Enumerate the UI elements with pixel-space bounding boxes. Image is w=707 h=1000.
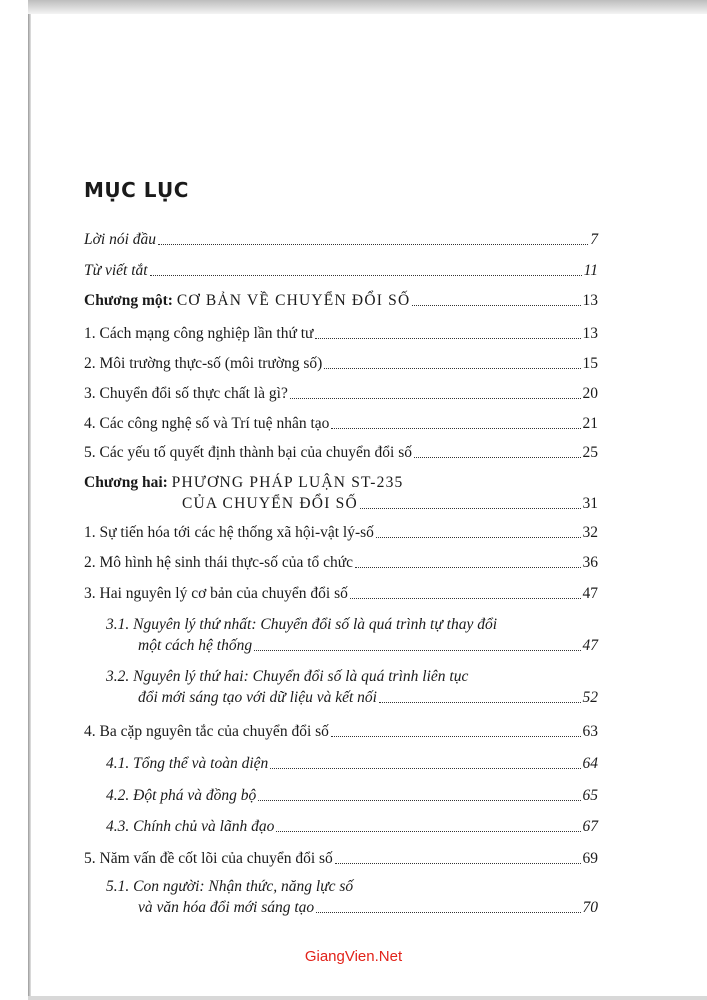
toc-entry-2-5-1[interactable] [106, 878, 598, 917]
toc-page-number: 11 [583, 262, 598, 279]
toc-entry-chapter-1[interactable] [84, 292, 598, 310]
toc-page-number: 31 [582, 495, 598, 512]
toc-page-number: 67 [582, 818, 598, 835]
dot-leader [414, 457, 580, 458]
toc-entry-text: Lời nói đầu [84, 231, 157, 248]
toc-page-number: 65 [582, 787, 598, 804]
dot-leader [316, 912, 580, 913]
dot-leader [350, 598, 581, 599]
dot-leader [360, 508, 581, 509]
toc-entry-1-5[interactable] [84, 444, 598, 462]
chapter-title: PHƯƠNG PHÁP LUẬN ST-235 [171, 474, 404, 491]
dot-leader [290, 398, 581, 399]
toc-entry-text: 3.2. Nguyên lý thứ hai: Chuyển đổi số là quá trình liên tục [106, 668, 469, 685]
toc-entry-text: 4.3. Chính chủ và lãnh đạo [106, 818, 275, 835]
toc-page-number: 36 [582, 554, 598, 571]
dot-leader [412, 305, 580, 306]
toc-entry-2-1[interactable] [84, 524, 598, 542]
toc-entry-1-4[interactable] [84, 415, 598, 433]
toc-entry-text: 1. Sự tiến hóa tới các hệ thống xã hội-vật lý-số [84, 524, 374, 541]
dot-leader [158, 244, 588, 245]
toc-page-number: 69 [582, 850, 598, 867]
toc-page-number: 15 [582, 355, 598, 372]
toc-page-number: 13 [582, 292, 598, 309]
chapter-title: CƠ BẢN VỀ CHUYỂN ĐỔI SỐ [176, 292, 411, 309]
dot-leader [315, 338, 580, 339]
watermark-footer: GiangVien.Net [304, 948, 403, 965]
toc-page-number: 63 [582, 723, 598, 740]
toc-entry-2-5[interactable] [84, 850, 598, 868]
toc-entry-chapter-2[interactable] [84, 474, 598, 513]
toc-entry-text-continued: và văn hóa đổi mới sáng tạo [138, 899, 315, 916]
toc-entry-text-continued: một cách hệ thống [138, 637, 253, 654]
toc-entry-text: 5. Năm vấn đề cốt lõi của chuyển đổi số [84, 850, 333, 867]
chapter-title-continued: CỦA CHUYỂN ĐỔI SỐ [182, 495, 358, 512]
toc-entry-1-3[interactable] [84, 385, 598, 403]
toc-entry-text: 5.1. Con người: Nhận thức, năng lực số [106, 878, 354, 895]
toc-entry-text: 4. Các công nghệ số và Trí tuệ nhân tạo [84, 415, 330, 432]
dot-leader [379, 702, 581, 703]
toc-page-number: 47 [582, 585, 598, 602]
dot-leader [258, 800, 580, 801]
toc-entry-2-4[interactable] [84, 723, 598, 741]
toc-entry-text: 2. Mô hình hệ sinh thái thực-số của tổ chức [84, 554, 354, 571]
dot-leader [276, 831, 580, 832]
toc-entry-text: Từ viết tắt [84, 262, 148, 279]
toc-entry-2-3-1[interactable] [106, 616, 598, 655]
dot-leader [270, 768, 580, 769]
toc-page-number: 64 [582, 755, 598, 772]
toc-page-number: 52 [582, 689, 598, 706]
toc-entry-2-3[interactable] [84, 585, 598, 603]
toc-entry-text: 1. Cách mạng công nghiệp lần thứ tư [84, 325, 314, 342]
toc-entry-text: 3. Chuyển đổi số thực chất là gì? [84, 385, 288, 402]
toc-entry-2-3-2[interactable] [106, 668, 598, 707]
dot-leader [324, 368, 580, 369]
toc-entry-text: 3.1. Nguyên lý thứ nhất: Chuyển đổi số là quá trình tự thay đổi [106, 616, 498, 633]
toc-page-number: 47 [582, 637, 598, 654]
toc-entry-2-4-3[interactable] [106, 818, 598, 836]
toc-page-number: 20 [582, 385, 598, 402]
toc-page-number: 21 [582, 415, 598, 432]
toc-entry-text: 2. Môi trường thực-số (môi trường số) [84, 355, 323, 372]
page-binding-edge [28, 0, 31, 1000]
toc-entry-text: 4. Ba cặp nguyên tắc của chuyển đổi số [84, 723, 329, 740]
toc-entry-abbreviations[interactable] [84, 262, 598, 280]
page-top-edge [28, 0, 707, 14]
dot-leader [254, 650, 580, 651]
page-bottom-edge [28, 996, 707, 1000]
toc-entry-2-4-2[interactable] [106, 787, 598, 805]
toc-page-number: 70 [582, 899, 598, 916]
toc-entry-preface[interactable] [84, 231, 598, 249]
dot-leader [331, 428, 580, 429]
toc-page-number: 13 [582, 325, 598, 342]
dot-leader [331, 736, 581, 737]
dot-leader [376, 537, 581, 538]
toc-title: MỤC LỤC [84, 178, 189, 202]
toc-page-number: 25 [582, 444, 598, 461]
toc-entry-text: 3. Hai nguyên lý cơ bản của chuyển đổi số [84, 585, 348, 602]
toc-entry-1-1[interactable] [84, 325, 598, 343]
toc-entry-text: 5. Các yếu tố quyết định thành bại của chuyển đổi số [84, 444, 413, 461]
toc-entry-text-continued: đổi mới sáng tạo với dữ liệu và kết nối [138, 689, 377, 706]
toc-entry-2-2[interactable] [84, 554, 598, 572]
toc-entry-1-2[interactable] [84, 355, 598, 373]
dot-leader [355, 567, 580, 568]
chapter-label: Chương một: [84, 292, 173, 309]
dot-leader [335, 863, 581, 864]
toc-entry-text: 4.1. Tổng thể và toàn diện [106, 755, 269, 772]
toc-page-number: 7 [590, 231, 598, 248]
toc-page-number: 32 [582, 524, 598, 541]
chapter-label: Chương hai: [84, 474, 168, 491]
toc-entry-2-4-1[interactable] [106, 755, 598, 773]
dot-leader [150, 275, 582, 276]
toc-entry-text: 4.2. Đột phá và đồng bộ [106, 787, 257, 804]
